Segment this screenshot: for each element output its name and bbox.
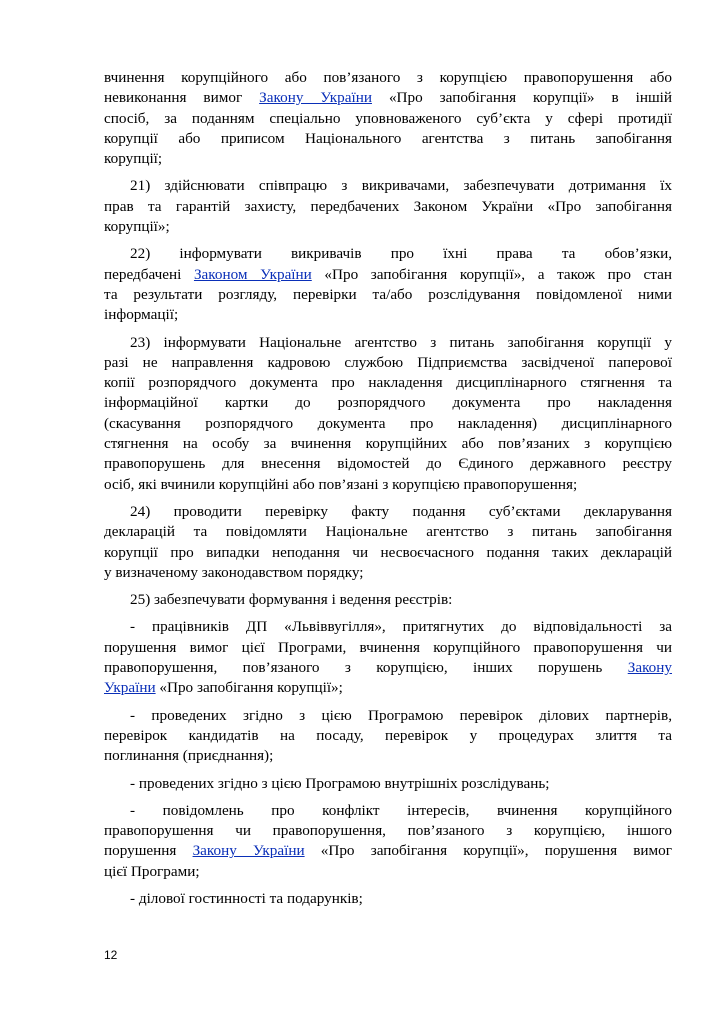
- text-span: разі не направлення кадровою службою Підприємства засвідченої паперової: [104, 353, 672, 371]
- text-span: правопорушення, пов’язаного з корупцією, інших порушень: [104, 659, 628, 677]
- paragraph: [104, 333, 672, 495]
- paragraph: [104, 244, 672, 325]
- text-line: [104, 706, 672, 726]
- text-line: [104, 149, 672, 169]
- text-span: «Про запобігання корупції», а також про стан: [311, 265, 672, 283]
- text-line: [104, 217, 672, 237]
- text-span: (скасування розпорядчого документа про накладення) дисциплінарного: [104, 414, 672, 432]
- text-line: [104, 454, 672, 474]
- text-line: [104, 862, 672, 882]
- text-line: [104, 197, 672, 217]
- text-span: корупції»;: [104, 218, 170, 236]
- text-line: [104, 726, 672, 746]
- text-span: порушення вимог цієї Програми, вчинення корупційного правопорушення чи: [104, 638, 672, 656]
- text-line: [104, 353, 672, 373]
- text-span: копії розпорядчого документа про накладення дисциплінарного стягнення та: [104, 374, 672, 392]
- text-line: [104, 617, 672, 637]
- text-line: [104, 801, 672, 821]
- text-span: корупції про випадки неподання чи несвоєчасного подання таких декларацій: [104, 543, 672, 561]
- text-span: інформаційної картки до розпорядчого документа про накладення: [104, 394, 672, 412]
- text-line: [104, 305, 672, 325]
- text-line: [104, 502, 672, 522]
- text-line: [104, 543, 672, 563]
- paragraph: [104, 176, 672, 237]
- law-link[interactable]: України: [104, 679, 156, 697]
- text-span: поглинання (приєднання);: [104, 747, 274, 765]
- text-span: - повідомлень про конфлікт інтересів, вчинення корупційного: [130, 801, 672, 819]
- text-line: [104, 774, 672, 794]
- text-span: стягнення на особу за вчинення корупційних або пов’язаних з корупцією: [104, 435, 672, 453]
- text-line: [104, 68, 672, 88]
- text-line: [104, 109, 672, 129]
- text-span: невиконання вимог: [104, 89, 260, 107]
- text-span: - проведених згідно з цією Програмою перевірок ділових партнерів,: [130, 706, 672, 724]
- text-span: 25) забезпечувати формування і ведення реєстрів:: [130, 591, 453, 609]
- text-span: 23) інформувати Національне агентство з питань запобігання корупції у: [130, 333, 672, 351]
- text-line: [104, 841, 672, 861]
- text-line: [104, 638, 672, 658]
- text-line: [104, 244, 672, 264]
- text-line: [104, 590, 672, 610]
- law-link[interactable]: Закону України: [192, 842, 305, 860]
- text-line: [104, 373, 672, 393]
- text-span: та результати розгляду, перевірки та/або розслідування повідомленої ними: [104, 285, 672, 303]
- text-line: [104, 393, 672, 413]
- text-line: [104, 678, 672, 698]
- text-line: [104, 88, 672, 108]
- text-span: корупції або приписом Національного агентства з питань запобігання: [104, 129, 672, 147]
- text-span: 22) інформувати викривачів про їхні права та обов’язки,: [130, 245, 672, 263]
- law-link[interactable]: Закону: [627, 659, 672, 677]
- text-span: осіб, які вчинили корупційні або пов’язані з корупцією правопорушення;: [104, 475, 578, 493]
- text-span: передбачені: [104, 265, 194, 283]
- paragraph: [104, 590, 672, 610]
- text-span: «Про запобігання корупції», порушення вимог: [304, 842, 672, 860]
- text-line: [104, 434, 672, 454]
- paragraph: [104, 617, 672, 698]
- text-span: «Про запобігання корупції» в іншій: [371, 89, 672, 107]
- text-span: прав та гарантій захисту, передбачених Законом України «Про запобігання: [104, 197, 672, 215]
- text-line: [104, 129, 672, 149]
- page-number: 12: [104, 948, 118, 962]
- law-link[interactable]: Законом України: [193, 265, 312, 283]
- text-span: правопорушень для внесення відомостей до Єдиного державного реєстру: [104, 455, 672, 473]
- text-line: [104, 658, 672, 678]
- text-span: 24) проводити перевірку факту подання суб’єктами декларування: [130, 502, 672, 520]
- text-span: перевірок кандидатів на посаду, перевірок у процедурах злиття та: [104, 726, 672, 744]
- text-line: [104, 265, 672, 285]
- text-line: [104, 285, 672, 305]
- text-span: 21) здійснювати співпрацю з викривачами, забезпечувати дотримання їх: [130, 177, 672, 195]
- text-line: [104, 333, 672, 353]
- text-span: «Про запобігання корупції»;: [155, 679, 343, 697]
- text-line: [104, 522, 672, 542]
- document-body: [104, 68, 672, 909]
- text-span: корупції;: [104, 150, 163, 168]
- text-line: [104, 563, 672, 583]
- paragraph: [104, 502, 672, 583]
- law-link[interactable]: Закону України: [259, 89, 372, 107]
- text-span: - працівників ДП «Львіввугілля», притягнутих до відповідальності за: [130, 618, 672, 636]
- text-span: декларацій та повідомляти Національне агентство з питань запобігання: [104, 523, 672, 541]
- text-span: цієї Програми;: [104, 862, 200, 880]
- paragraph: [104, 774, 672, 794]
- text-span: правопорушення чи правопорушення, пов’язаного з корупцією, іншого: [104, 822, 672, 840]
- text-line: [104, 821, 672, 841]
- text-span: - ділової гостинності та подарунків;: [130, 889, 363, 907]
- text-span: порушення: [104, 842, 193, 860]
- text-span: вчинення корупційного або пов’язаного з корупцією правопорушення або: [104, 69, 672, 86]
- text-line: [104, 475, 672, 495]
- text-span: інформації;: [104, 306, 179, 324]
- text-line: [104, 414, 672, 434]
- paragraph: [104, 889, 672, 909]
- paragraph: [104, 801, 672, 882]
- text-line: [104, 176, 672, 196]
- text-span: спосіб, за поданням спеціально уповноваженого суб’єкта у сфері протидії: [104, 109, 672, 127]
- text-line: [104, 746, 672, 766]
- text-line: [104, 889, 672, 909]
- text-span: у визначеному законодавством порядку;: [104, 563, 364, 581]
- paragraph: [104, 706, 672, 767]
- paragraph: [104, 68, 672, 169]
- text-span: - проведених згідно з цією Програмою внутрішніх розслідувань;: [130, 774, 550, 792]
